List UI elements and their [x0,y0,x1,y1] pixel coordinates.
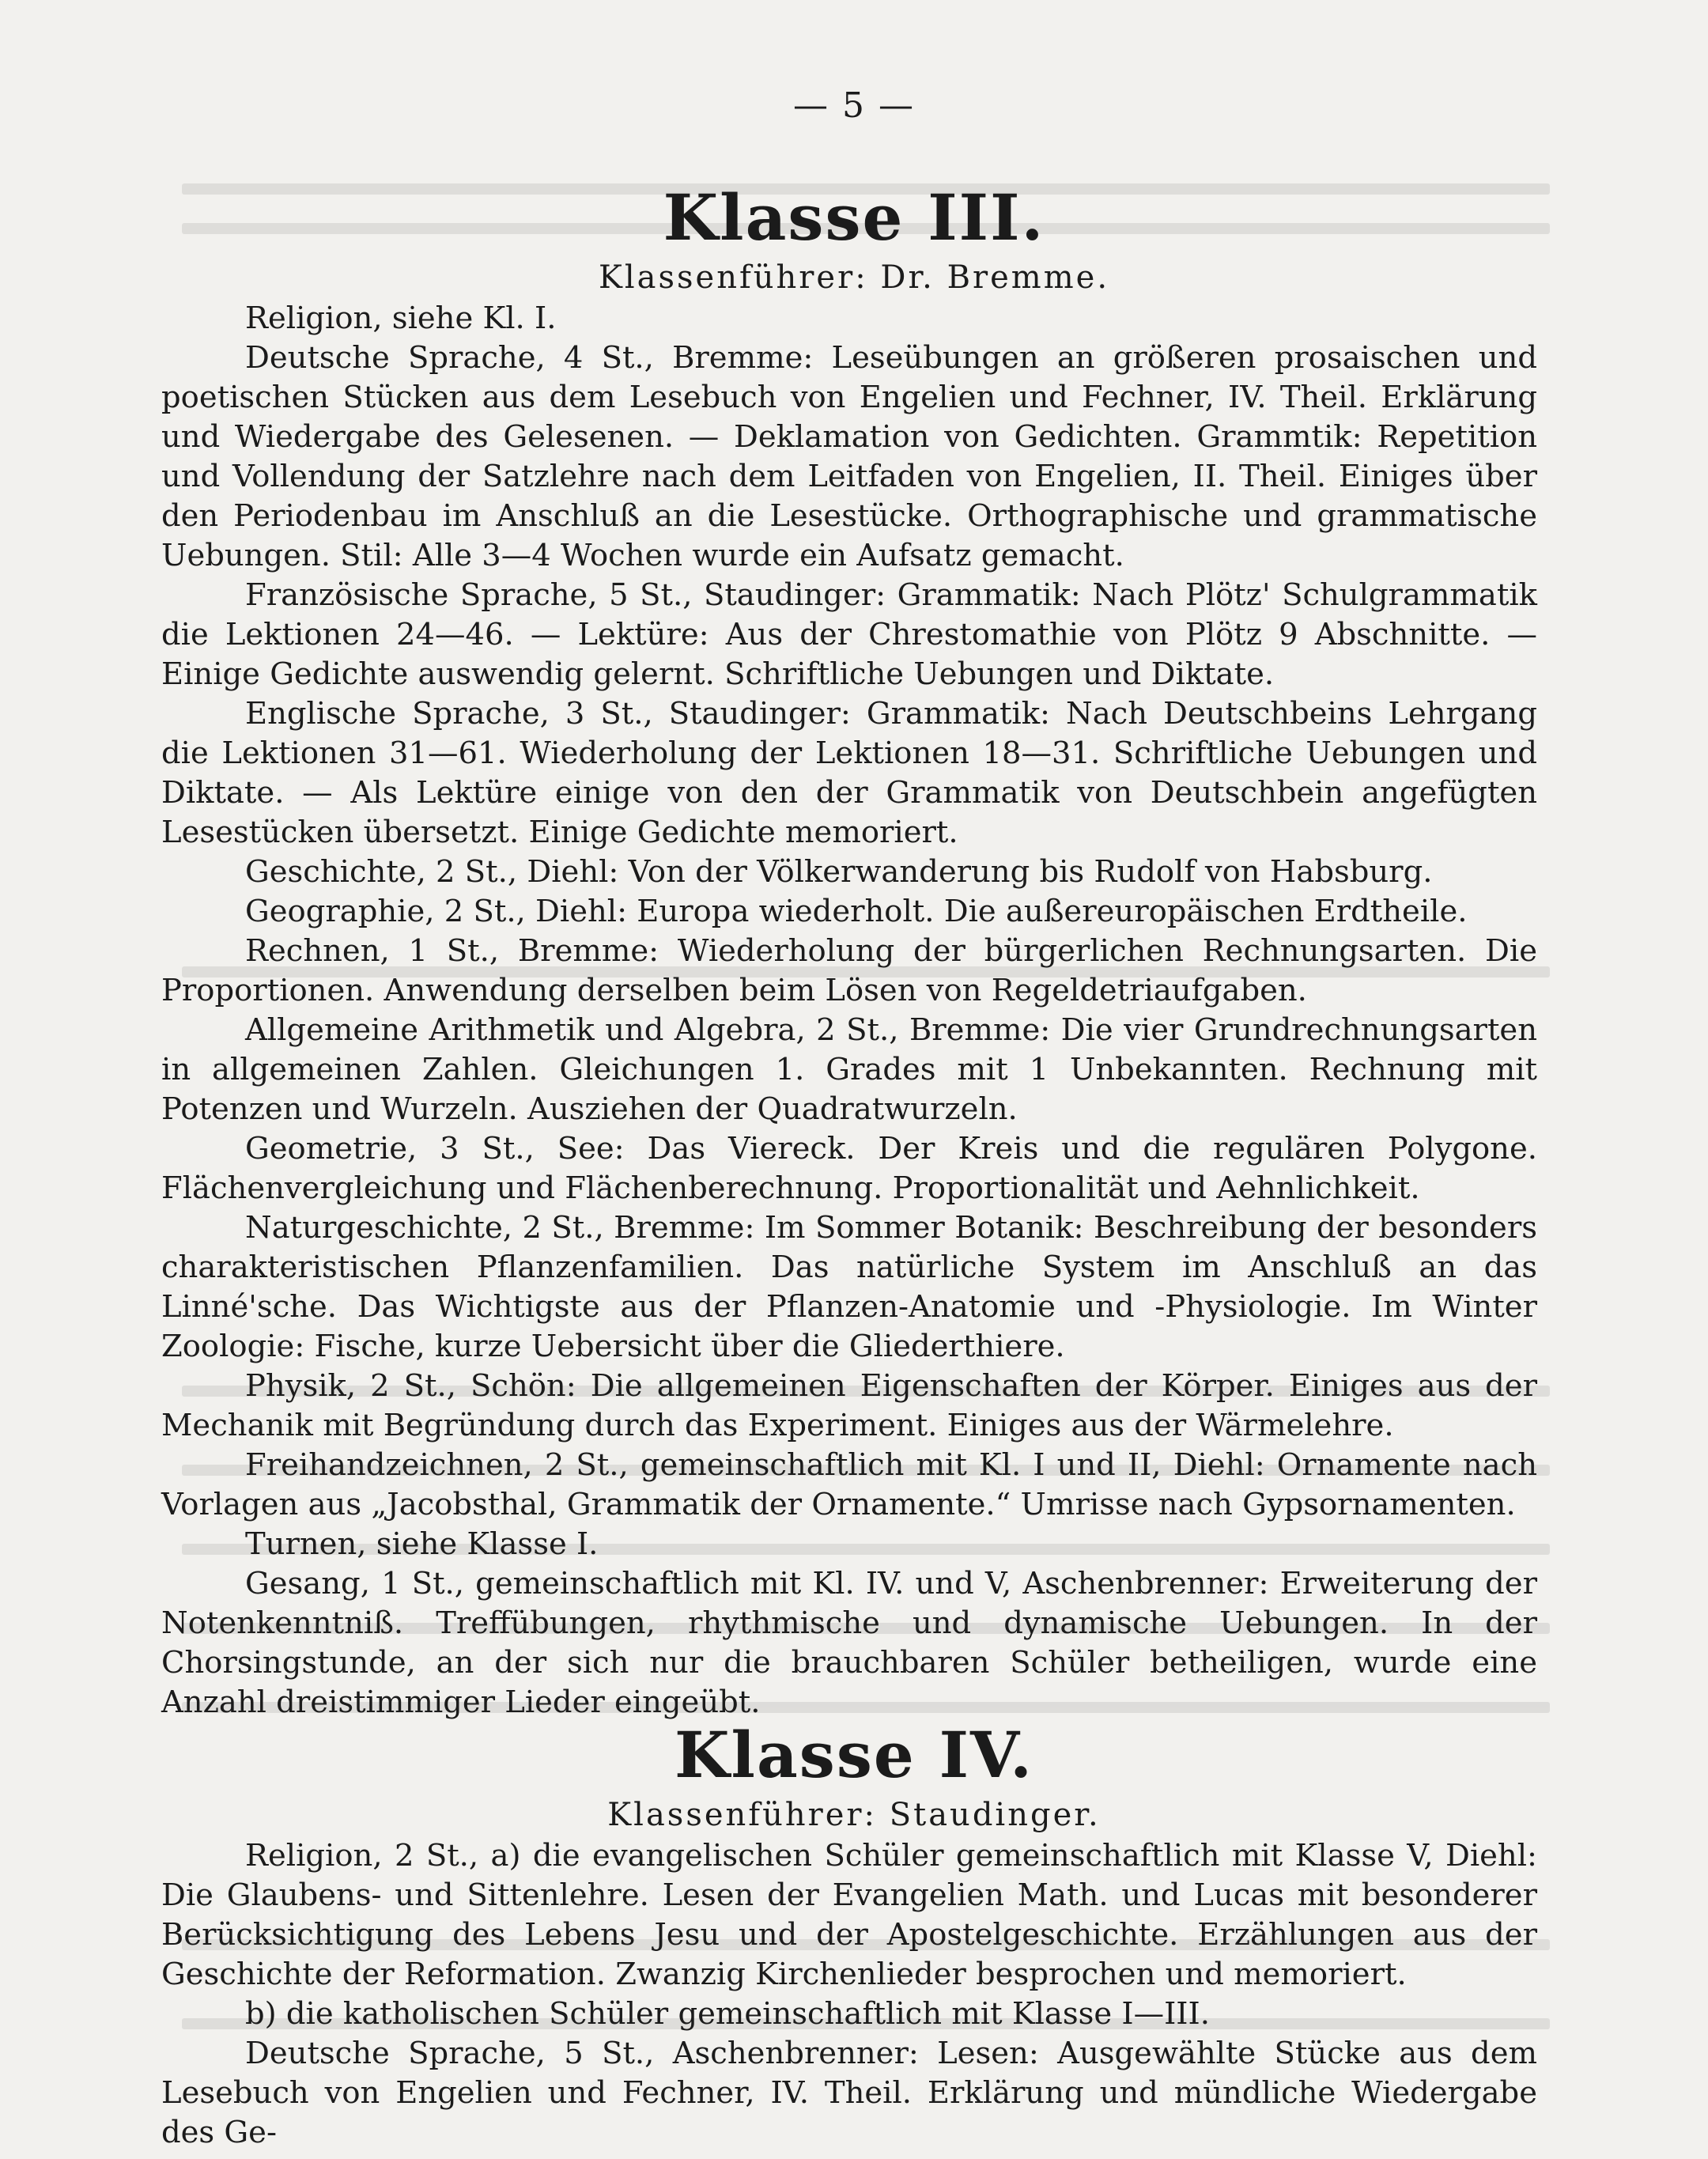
subject-physik-iii: Physik, 2 St., Schön: Die allgemeinen Eigenschaften der Körper. Einiges aus der Mechanik mit Begründung durch das Experiment. Einiges aus der Wärmelehre. [161,1368,1537,1443]
subject-geometrie-iii: Geometrie, 3 St., See: Das Viereck. Der Kreis und die regulären Polygone. Flächenvergleichung und Flächenberechnung. Proportionalität und Aehnlichkeit. [161,1131,1537,1206]
section-title-klasse-iii: Klasse III. [663,180,1045,255]
subject-religion-iii: Religion, siehe Kl. I. [245,301,557,336]
subject-geschichte-iii: Geschichte, 2 St., Diehl: Von der Völkerwanderung bis Rudolf von Habsburg. [245,854,1433,890]
subject-religion-katholisch-iv: b) die katholischen Schüler gemeinschaftlich mit Klasse I—III. [245,1996,1210,2032]
section-title-klasse-iv: Klasse IV. [675,1718,1033,1792]
subject-naturgeschichte-iii: Naturgeschichte, 2 St., Bremme: Im Sommer Botanik: Beschreibung der besonders charakteristischen Pflanzenfamilien. Das natürliche System im Anschluß an das Linné'sche. Das Wichtigste aus der Pflanzen-Anatomie und -Physiologie. Im Winter Zoologie: Fische, kurze Uebersicht über die Gliederthiere. [161,1210,1537,1364]
subject-arithmetik-iii: Allgemeine Arithmetik und Algebra, 2 St., Bremme: Die vier Grundrechnungsarten in allgemeinen Zahlen. Gleichungen 1. Grades mit 1 Unbekannten. Rechnung mit Potenzen und Wurzeln. Ausziehen der Quadratwurzeln. [161,1012,1537,1127]
subject-freihandzeichnen-iii: Freihandzeichnen, 2 St., gemeinschaftlich mit Kl. I und II, Diehl: Ornamente nach Vorlagen aus „Jacobsthal, Grammatik der Ornamente.“ Umrisse nach Gypsornamenten. [161,1447,1537,1522]
subject-deutsch-iv: Deutsche Sprache, 5 St., Aschenbrenner: Lesen: Ausgewählte Stücke aus dem Lesebuch von Engelien und Fechner, IV. Theil. Erklärung und mündliche Wiedergabe des Ge- [161,2036,1537,2150]
page-number: — 5 — [793,85,915,126]
class-leader-klasse-iii: Klassenführer: Dr. Bremme. [598,259,1110,296]
subject-gesang-iii: Gesang, 1 St., gemeinschaftlich mit Kl. IV. und V, Aschenbrenner: Erweiterung der Notenkenntniß. Treffübungen, rhythmische und dynamische Uebungen. In der Chorsingstunde, an der sich nur die brauchbaren Schüler betheiligen, wurde eine Anzahl dreistimmiger Lieder eingeübt. [161,1566,1537,1720]
subject-geographie-iii: Geographie, 2 St., Diehl: Europa wiederholt. Die außereuropäischen Erdtheile. [245,894,1468,929]
class-leader-klasse-iv: Klassenführer: Staudinger. [607,1797,1101,1833]
subject-religion-iv: Religion, 2 St., a) die evangelischen Schüler gemeinschaftlich mit Klasse V, Diehl: Die Glaubens- und Sittenlehre. Lesen der Evangelien Math. und Lucas mit besonderer Berücksichtigung des Lebens Jesu und der Apostelgeschichte. Erzählungen aus der Geschichte der Reformation. Zwanzig Kirchenlieder besprochen und memoriert. [161,1838,1537,1992]
subject-turnen-iii: Turnen, siehe Klasse I. [245,1526,599,1562]
subject-englisch-iii: Englische Sprache, 3 St., Staudinger: Grammatik: Nach Deutschbeins Lehrgang die Lektionen 31—61. Wiederholung der Lektionen 18—31. Schriftliche Uebungen und Diktate. — Als Lektüre einige von den der Grammatik von Deutschbein angefügten Lesestücken übersetzt. Einige Gedichte memoriert. [161,696,1537,850]
subject-deutsch-iii: Deutsche Sprache, 4 St., Bremme: Leseübungen an größeren prosaischen und poetischen Stücken aus dem Lesebuch von Engelien und Fechner, IV. Theil. Erklärung und Wiedergabe des Gelesenen. — Deklamation von Gedichten. Grammtik: Repetition und Vollendung der Satzlehre nach dem Leitfaden von Engelien, II. Theil. Einiges über den Periodenbau im Anschluß an die Lesestücke. Orthographische und grammatische Uebungen. Stil: Alle 3—4 Wochen wurde ein Aufsatz gemacht. [161,340,1537,573]
subject-rechnen-iii: Rechnen, 1 St., Bremme: Wiederholung der bürgerlichen Rechnungsarten. Die Proportionen. Anwendung derselben beim Lösen von Regeldetriaufgaben. [161,933,1537,1008]
subject-franzoesisch-iii: Französische Sprache, 5 St., Staudinger: Grammatik: Nach Plötz' Schulgrammatik die Lektionen 24—46. — Lektüre: Aus der Chrestomathie von Plötz 9 Abschnitte. — Einige Gedichte auswendig gelernt. Schriftliche Uebungen und Diktate. [161,577,1537,692]
